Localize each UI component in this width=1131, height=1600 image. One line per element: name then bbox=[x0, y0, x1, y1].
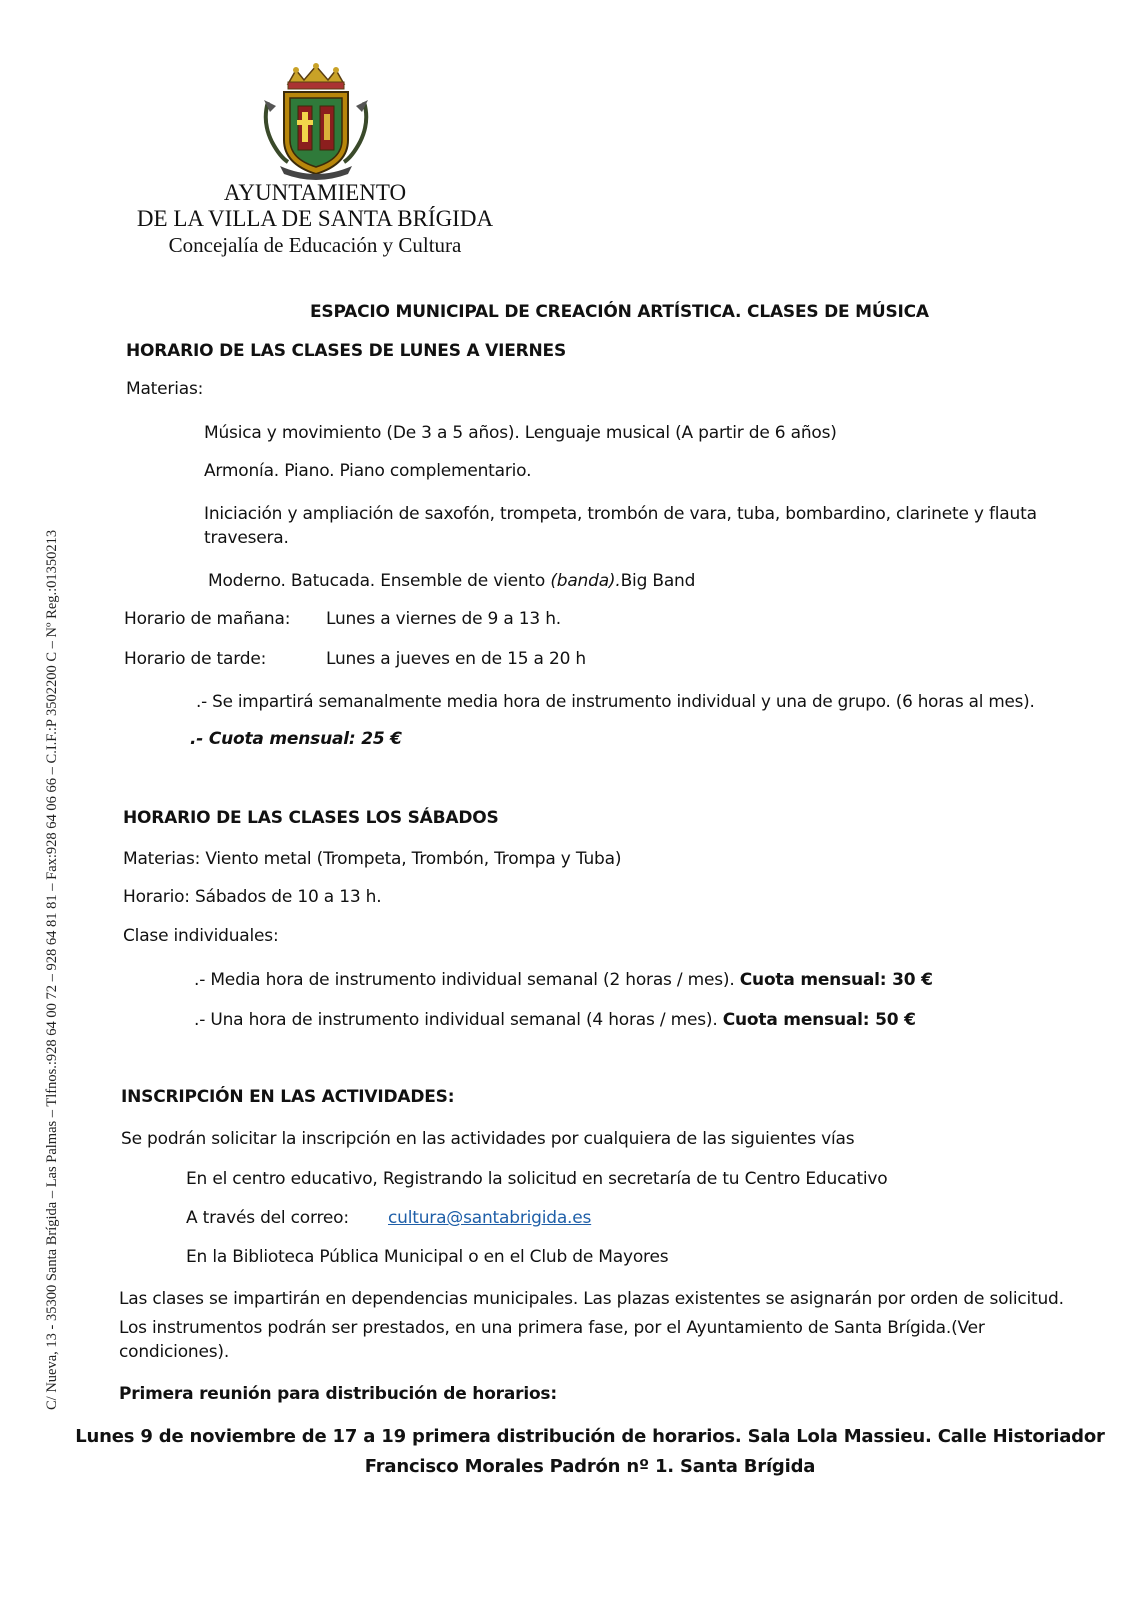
saturday-item-2 bbox=[194, 1010, 916, 1030]
weekday-materia-3-cont: travesera. bbox=[204, 528, 289, 548]
tarde-label: Horario de tarde: bbox=[124, 649, 267, 669]
reunion-heading: Primera reunión para distribución de horarios: bbox=[119, 1384, 557, 1404]
saturday-horario: Horario: Sábados de 10 a 13 h. bbox=[123, 887, 382, 907]
email-link[interactable]: cultura@santabrigida.es bbox=[388, 1208, 592, 1228]
reunion-line-1: Lunes 9 de noviembre de 17 a 19 primera distribución de horarios. Sala Lola Massieu. Calle Historiador bbox=[75, 1426, 1105, 1447]
weekday-materia-1: Música y movimiento (De 3 a 5 años). Lenguaje musical (A partir de 6 años) bbox=[204, 423, 837, 443]
item-2-text: .- Una hora de instrumento individual semanal (4 horas / mes). bbox=[194, 1010, 723, 1030]
item-2-cuota: Cuota mensual: 50 € bbox=[722, 1010, 916, 1030]
manana-value: Lunes a viernes de 9 a 13 h. bbox=[326, 609, 561, 629]
weekday-note: .- Se impartirá semanalmente media hora de instrumento individual y una de grupo. (6 horas al mes). bbox=[196, 691, 1035, 711]
inscripcion-para-2: Los instrumentos podrán ser prestados, en una primera fase, por el Ayuntamiento de Santa Brígida.(Ver bbox=[119, 1318, 985, 1338]
item-1-cuota: Cuota mensual: 30 € bbox=[739, 970, 933, 990]
manana-label: Horario de mañana: bbox=[124, 609, 291, 629]
coat-of-arms-icon bbox=[258, 62, 374, 180]
weekday-cuota: .- Cuota mensual: 25 € bbox=[190, 729, 402, 749]
weekday-moderno bbox=[208, 571, 695, 591]
document-title: ESPACIO MUNICIPAL DE CREACIÓN ARTÍSTICA. CLASES DE MÚSICA bbox=[310, 302, 929, 322]
inscripcion-para-1: Las clases se impartirán en dependencias municipales. Las plazas existentes se asignarán por orden de solicitud. bbox=[119, 1289, 1064, 1309]
inscripcion-para-3: condiciones). bbox=[119, 1342, 230, 1362]
inscripcion-via-2-label: A través del correo: bbox=[186, 1208, 349, 1228]
header-line-1: AYUNTAMIENTO bbox=[223, 180, 407, 205]
moderno-bigband: Big Band bbox=[620, 571, 696, 591]
weekday-heading: HORARIO DE LAS CLASES DE LUNES A VIERNES bbox=[126, 341, 567, 361]
inscripcion-heading: INSCRIPCIÓN EN LAS ACTIVIDADES: bbox=[121, 1087, 455, 1107]
moderno-banda: (banda). bbox=[550, 571, 621, 591]
saturday-individuales: Clase individuales: bbox=[123, 926, 279, 946]
moderno-text: Moderno. Batucada. Ensemble de viento bbox=[208, 571, 551, 591]
saturday-heading: HORARIO DE LAS CLASES LOS SÁBADOS bbox=[123, 808, 499, 828]
weekday-materia-3: Iniciación y ampliación de saxofón, trompeta, trombón de vara, tuba, bombardino, clarinete y flauta bbox=[204, 504, 1037, 524]
header-line-3: Concejalía de Educación y Cultura bbox=[168, 233, 462, 257]
side-address: C/ Nueva, 13 - 35300 Santa Brígida – Las Palmas – Tlfnos.:928 64 00 72 – 928 64 81 81 – Fax:928 64 06 66 – C.I.F.:P 3502200 C – Nº Reg.:01350213 bbox=[44, 529, 60, 1410]
saturday-materias: Materias: Viento metal (Trompeta, Trombón, Trompa y Tuba) bbox=[123, 849, 622, 869]
tarde-value: Lunes a jueves en de 15 a 20 h bbox=[326, 649, 586, 669]
weekday-materia-2: Armonía. Piano. Piano complementario. bbox=[204, 461, 532, 481]
inscripcion-intro: Se podrán solicitar la inscripción en las actividades por cualquiera de las siguientes vías bbox=[121, 1129, 855, 1149]
inscripcion-via-3: En la Biblioteca Pública Municipal o en el Club de Mayores bbox=[186, 1247, 669, 1267]
saturday-item-1 bbox=[194, 970, 933, 990]
weekday-materias-label: Materias: bbox=[126, 379, 204, 399]
reunion-line-2: Francisco Morales Padrón nº 1. Santa Brígida bbox=[364, 1456, 816, 1477]
item-1-text: .- Media hora de instrumento individual semanal (2 horas / mes). bbox=[194, 970, 740, 990]
header-line-2: DE LA VILLA DE SANTA BRÍGIDA bbox=[136, 206, 494, 231]
inscripcion-via-1: En el centro educativo, Registrando la solicitud en secretaría de tu Centro Educativo bbox=[186, 1169, 888, 1189]
